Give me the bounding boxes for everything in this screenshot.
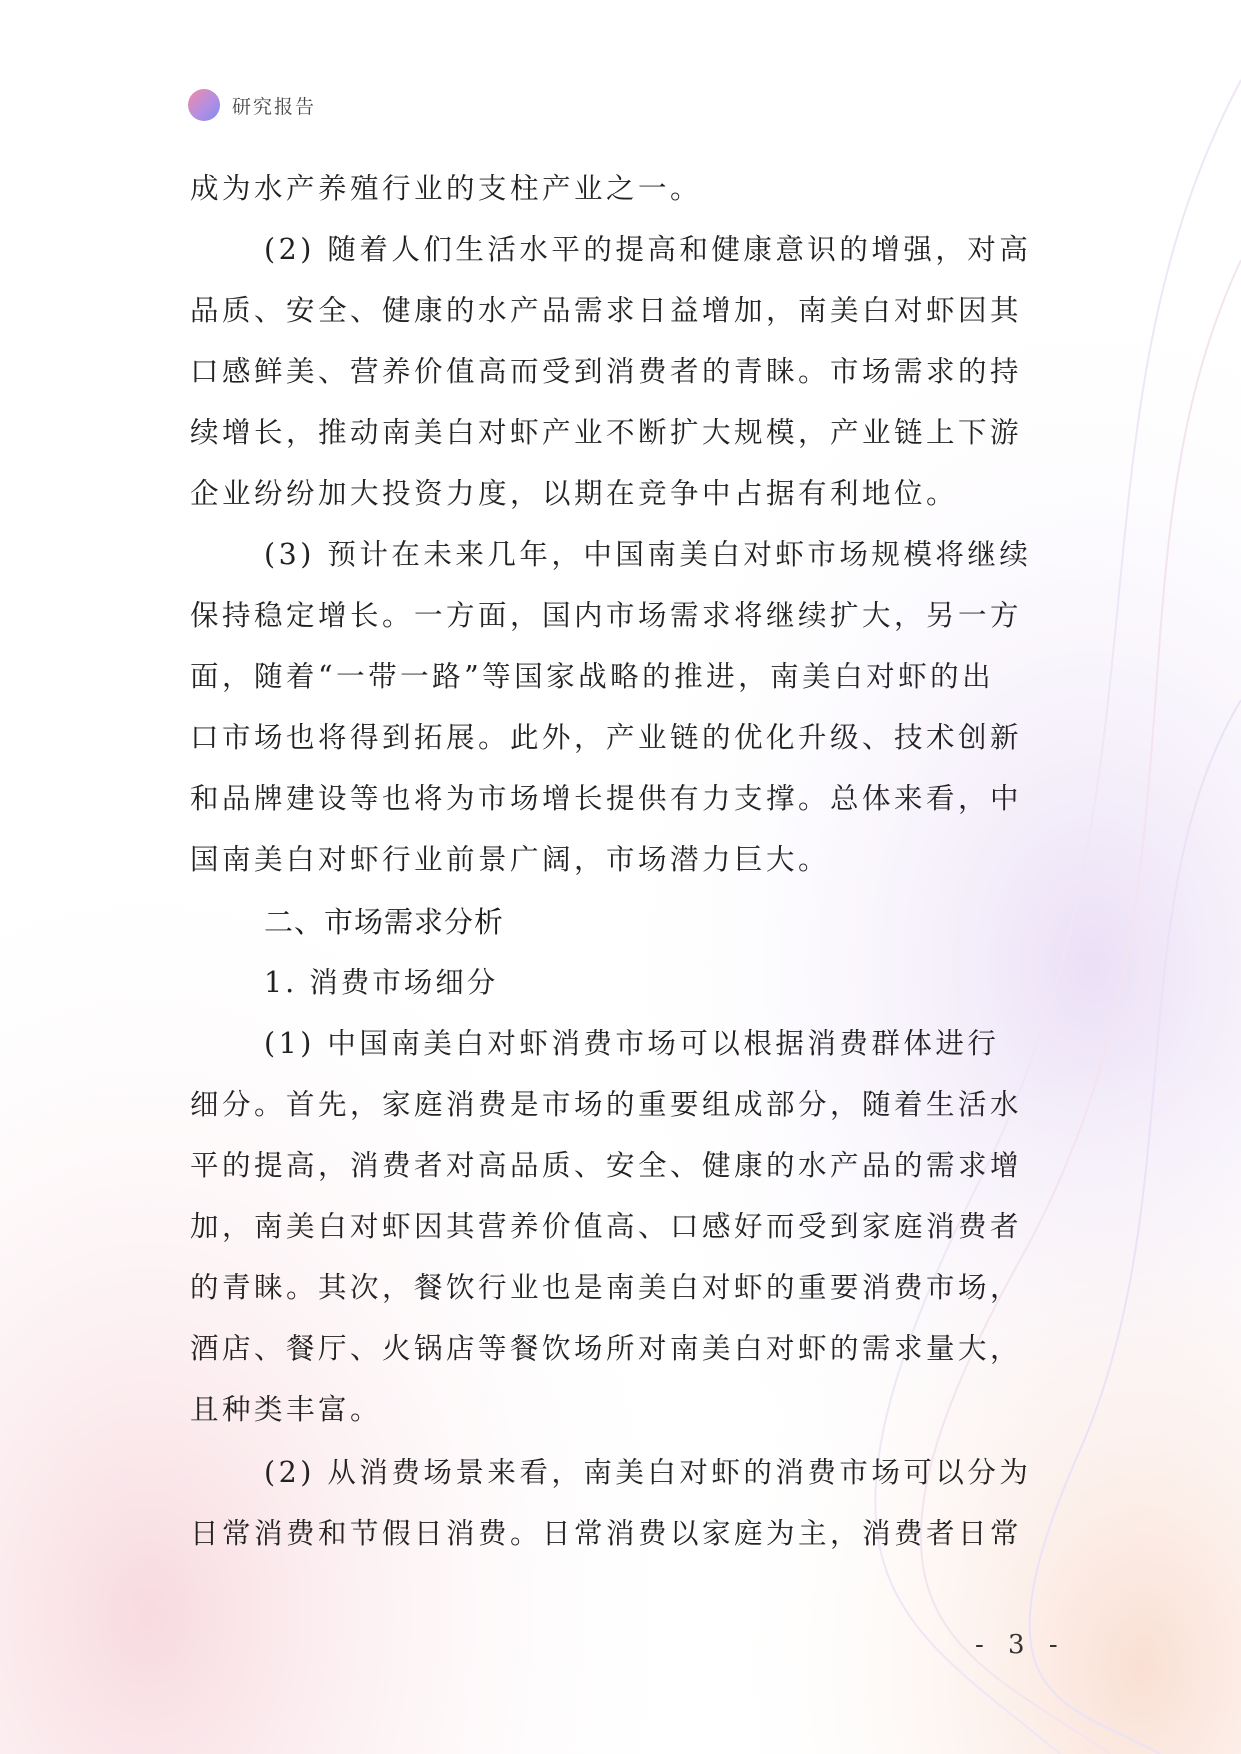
- body-line: 国南美白对虾行业前景广阔，市场潜力巨大。: [190, 843, 831, 876]
- body-line: 平的提高，消费者对高品质、安全、健康的水产品的需求增: [190, 1149, 1023, 1182]
- body-line: 保持稳定增长。一方面，国内市场需求将继续扩大，另一方: [190, 599, 1023, 632]
- body-line: 细分。首先，家庭消费是市场的重要组成部分，随着生活水: [190, 1088, 1023, 1121]
- body-line: 续增长，推动南美白对虾产业不断扩大规模，产业链上下游: [190, 416, 1023, 449]
- body-line: 和品牌建设等也将为市场增长提供有力支撑。总体来看，中: [190, 782, 1023, 815]
- report-header: [188, 88, 316, 122]
- page-number: - 3 -: [975, 1630, 1066, 1660]
- logo-circle-icon: [188, 89, 220, 121]
- body-line: 日常消费和节假日消费。日常消费以家庭为主，消费者日常: [190, 1517, 1023, 1550]
- body-line: 加，南美白对虾因其营养价值高、口感好而受到家庭消费者: [190, 1210, 1023, 1243]
- body-line: (2) 随着人们生活水平的提高和健康意识的增强，对高: [264, 233, 1032, 266]
- body-line: 口感鲜美、营养价值高而受到消费者的青睐。市场需求的持: [190, 355, 1023, 388]
- body-line: 成为水产养殖行业的支柱产业之一。: [190, 172, 703, 205]
- subsection-heading: 1. 消费市场细分: [264, 966, 499, 999]
- body-line: 酒店、餐厅、火锅店等餐饮场所对南美白对虾的需求量大，: [190, 1332, 1023, 1365]
- section-heading: 二、市场需求分析: [264, 905, 505, 939]
- body-line: (2) 从消费场景来看，南美白对虾的消费市场可以分为: [264, 1456, 1032, 1489]
- body-line: 品质、安全、健康的水产品需求日益增加，南美白对虾因其: [190, 294, 1023, 327]
- body-line: (1) 中国南美白对虾消费市场可以根据消费群体进行: [264, 1027, 1000, 1060]
- header-title: 研究报告: [232, 95, 317, 118]
- body-line: (3) 预计在未来几年，中国南美白对虾市场规模将继续: [264, 538, 1032, 571]
- body-line: 的青睐。其次，餐饮行业也是南美白对虾的重要消费市场，: [190, 1271, 1023, 1304]
- body-line: 口市场也将得到拓展。此外，产业链的优化升级、技术创新: [190, 721, 1023, 754]
- body-line: 企业纷纷加大投资力度，以期在竞争中占据有利地位。: [190, 477, 959, 510]
- body-line: 面，随着“一带一路”等国家战略的推进，南美白对虾的出: [190, 660, 995, 693]
- body-line: 且种类丰富。: [190, 1393, 383, 1426]
